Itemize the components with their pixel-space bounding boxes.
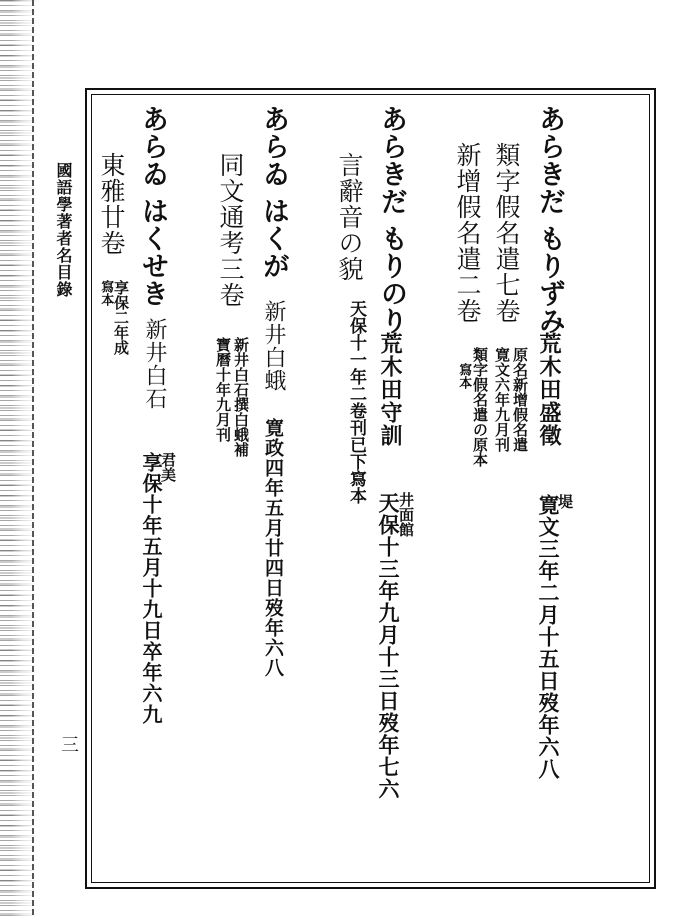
work-note: 原名新增假名遣	[511, 347, 529, 452]
work-title: 東雅廿卷	[97, 152, 126, 256]
work-note: 天保十一年二卷刊已下寫本	[346, 300, 366, 504]
entry-heading: あらきだ もりずみ	[534, 105, 565, 335]
author-name: 荒木田守訓	[377, 332, 403, 447]
author-alias: 君美	[159, 452, 177, 482]
work-note: 寫本	[98, 280, 114, 306]
work-title: 同文通考三卷	[216, 152, 245, 308]
entry-heading: あらゐ はくせき	[137, 105, 168, 308]
author-dates: 寛政四年五月廿四日歿年六八	[262, 418, 284, 678]
running-head: 國語學著者名目錄	[54, 162, 73, 298]
work-note: 類字假名遣の原本	[471, 347, 489, 467]
page-border-inner	[91, 94, 650, 883]
author-dates: 享保十年五月十九日卒年六九	[139, 452, 163, 725]
author-alias: 堤	[556, 494, 574, 509]
work-title: 類字假名遣七卷	[492, 142, 521, 324]
entry-heading: あらきだ もりのり	[376, 105, 407, 335]
work-title: 言辭音の貌	[335, 152, 364, 282]
work-note: 新井白石撰白蛾補	[232, 337, 250, 457]
author-name: 新井白石	[142, 318, 167, 410]
scan-binding-line	[32, 0, 34, 917]
work-title: 新增假名遣二卷	[453, 142, 482, 324]
author-dates: 寛文三年二月十五日歿年六八	[536, 494, 561, 780]
work-note: 寫本	[456, 363, 472, 389]
work-note: 寛文六年九月刊	[493, 347, 511, 452]
author-dates: 天保十三年九月十三日歿年七六	[376, 492, 401, 800]
author-name: 荒木田盛徵	[536, 332, 562, 447]
entry-heading: あらゐ はくが	[258, 105, 289, 280]
author-alias: 井面館	[397, 492, 415, 537]
page-number: 三	[58, 735, 79, 753]
work-note: 享保二年成	[112, 280, 130, 355]
work-note: 寶曆十年九月刊	[214, 337, 232, 442]
author-name: 新井白蛾	[261, 300, 286, 392]
